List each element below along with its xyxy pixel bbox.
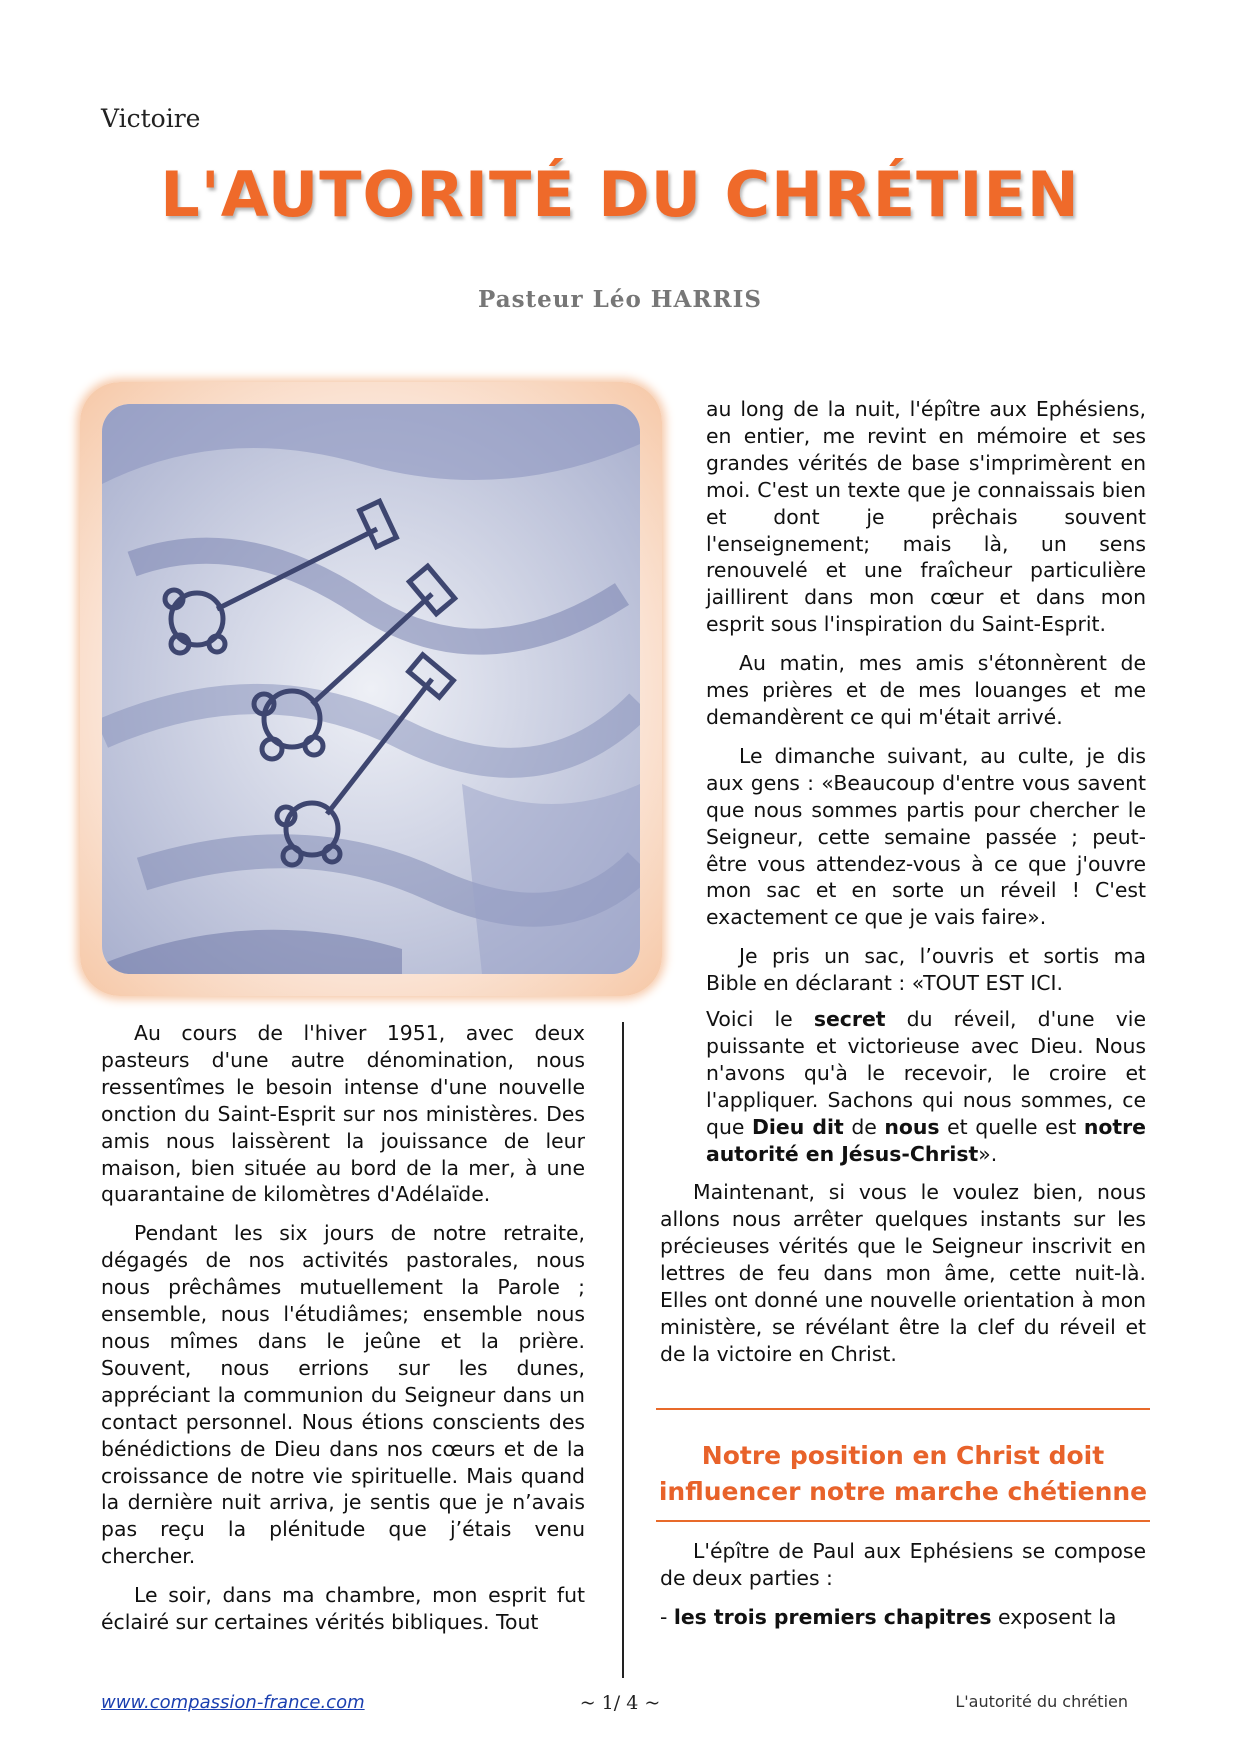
paragraph: L'épître de Paul aux Ephésiens se compose de deux parties : — [660, 1539, 1146, 1590]
paragraph: Voici le secret du réveil, d'une vie puissante et victorieuse avec Dieu. Nous n'avons qu'à le recevoir, le croire et l'appliquer. Sachons qui nous sommes, ce que Dieu dit de nous et quelle est notre autorité en Jésus-Christ». — [706, 1007, 1146, 1166]
website-link[interactable]: www.compassion-france.com — [101, 1692, 365, 1713]
paragraph: Le soir, dans ma chambre, mon esprit fut éclairé sur certaines vérités bibliques. Tout — [101, 1583, 585, 1635]
left-column — [101, 1020, 585, 1648]
section-rule-top — [656, 1408, 1150, 1410]
section-label: Victoire — [101, 104, 201, 133]
paragraph: au long de la nuit, l'épître aux Ephésiens, en entier, me revint en mémoire et ses grandes vérités de base s'imprimèrent en moi. C'est un texte que je connaissais bien et dont je prêchais souvent l'enseignement; mais là, un sens renouvelé et une fraîcheur particulière jaillirent dans mon cœur et dans mon esprit sous l'inspiration du Saint-Esprit. — [706, 397, 1146, 637]
keys-illustration — [102, 404, 640, 974]
right-column-top — [706, 396, 1146, 997]
author-name: Pasteur Léo HARRIS — [478, 286, 762, 313]
column-divider — [622, 1022, 624, 1678]
section-heading-line-1: Notre position en Christ doit — [701, 1441, 1105, 1470]
section-heading-line-2: influencer notre marche chétienne — [658, 1477, 1148, 1506]
right-column-bottom — [660, 1006, 1146, 1380]
section-heading — [656, 1438, 1150, 1510]
paragraph: Pendant les six jours de notre retraite, dégagés de nos activités pastorales, nous nous prêchâmes mutuellement la Parole ; ensemble, nous l'étudiâmes; ensemble nous nous mîmes dans le jeûne et la prière. Souvent, nous errions sur les dunes, appréciant la communion du Seigneur dans un contact personnel. Nous étions conscients des bénédictions de Dieu dans nos cœurs et de la croissance de notre vie spirituelle. Mais quand la dernière nuit arriva, je sentis que je n’avais pas reçu la plénitude que j’étais venu chercher. — [101, 1221, 585, 1569]
section-rule-bottom — [656, 1520, 1150, 1522]
footer-document-title: L'autorité du chrétien — [955, 1692, 1128, 1711]
keys-illustration-frame — [80, 382, 662, 996]
paragraph: Maintenant, si vous le voulez bien, nous allons nous arrêter quelques instants sur les précieuses vérités que le Seigneur inscrivit en lettres de feu dans mon âme, cette nuit-là. Elles ont donné une nouvelle orientation à mon ministère, se révélant être la clef du réveil et de la victoire en Christ. — [660, 1180, 1146, 1366]
paragraph: Au matin, mes amis s'étonnèrent de mes prières et de mes louanges et me demandèrent ce qui m'était arrivé. — [706, 651, 1146, 729]
paragraph: Le dimanche suivant, au culte, je dis aux gens : «Beaucoup d'entre vous savent que nous sommes partis pour chercher le Seigneur, cette semaine passée ; peut-être vous attendez-vous à ce que j'ouvre mon sac et en sorte un réveil ! C'est exactement ce que je vais faire». — [706, 743, 1146, 930]
paragraph: Au cours de l'hiver 1951, avec deux pasteurs d'une autre dénomination, nous ressentîmes le besoin intense d'une nouvelle onction du Saint-Esprit sur nos ministères. Des amis nous laissèrent la jouissance de leur maison, bien située au bord de la mer, à une quarantaine de kilomètres d'Adélaïde. — [101, 1021, 585, 1207]
right-column-end — [660, 1538, 1146, 1643]
page-number: ~ 1/ 4 ~ — [579, 1692, 661, 1714]
page-title: L'AUTORITÉ DU CHRÉTIEN — [160, 158, 1080, 231]
paragraph: Je pris un sac, l’ouvris et sortis ma Bible en déclarant : «TOUT EST ICI. — [706, 944, 1146, 996]
paragraph: - les trois premiers chapitres exposent la — [660, 1604, 1117, 1629]
